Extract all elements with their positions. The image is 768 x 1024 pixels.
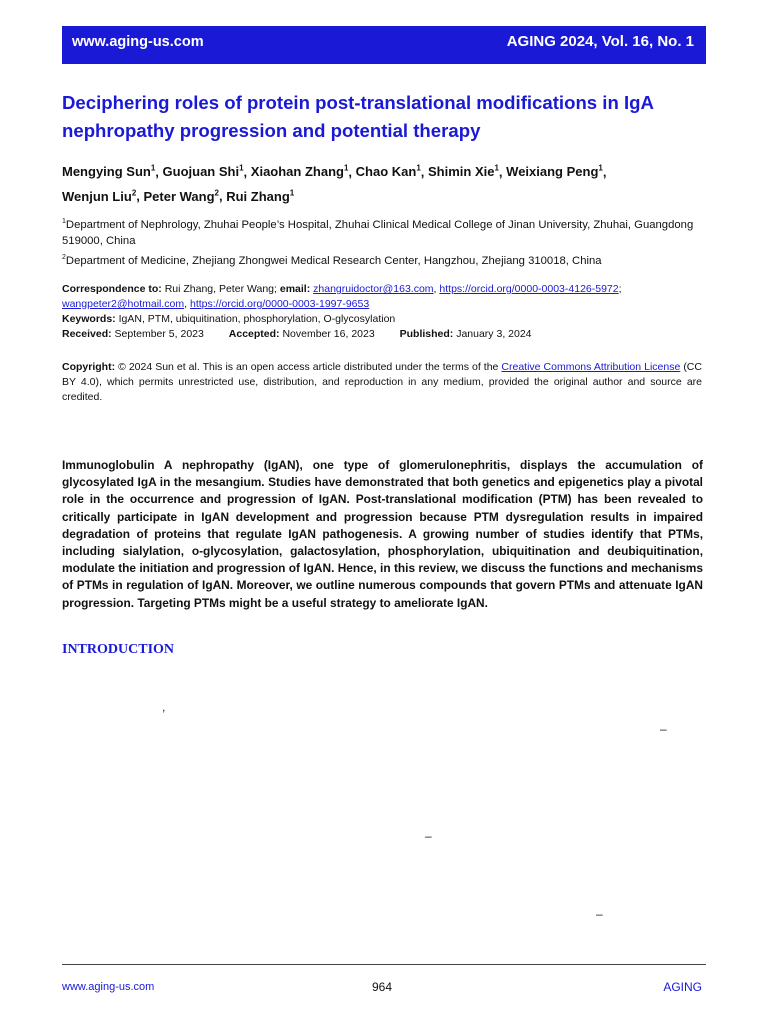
- stray-mark: –: [596, 907, 603, 921]
- stray-mark: –: [660, 722, 667, 736]
- author: Shimin Xie$^1$: [428, 164, 499, 180]
- email-link-1[interactable]: zhangruidoctor@163.com: [313, 283, 434, 295]
- header-website: www.aging-us.com: [72, 34, 204, 50]
- affiliation-1: $^1$Department of Nephrology, Zhuhai People’s Hospital, Zhuhai Clinical Medical College of Jinan University, Zhuhai, Guangdong 519000, China: [62, 218, 694, 248]
- affiliations: [62, 214, 712, 269]
- header-journal-issue: AGING 2024, Vol. 16, No. 1: [506, 33, 694, 50]
- footer-website-link[interactable]: www.aging-us.com: [62, 981, 155, 993]
- orcid-link-2[interactable]: https://orcid.org/0000-0003-1997-9653: [189, 298, 370, 310]
- author: Xiaohan Zhang$^1$: [250, 164, 349, 180]
- article-title: Deciphering roles of protein post-translational modifications in IgA nephropathy progression and potential therapy: [62, 92, 654, 141]
- abstract: Immunoglobulin A nephropathy (IgAN), one type of glomerulonephritis, displays the accumulation of glycosylated IgA in the mesangium. Studies have demonstrated that both genetics and epigenetics play a pivotal role in the occurrence and progression of IgAN. Post-translational modification (PTM) has been revealed to critically participate in IgAN development and progression because PTM dysregulation results in impaired degradation of proteins that regulate IgAN pathogenesis. A growing number of studies identify that PTMs, including sialylation, o-glycosylation, galactosylation, phosphorylation, ubiquitination and deubiquitination, modulate the initiation and progression of IgAN. Hence, in this review, we discuss the functions and mechanisms of PTMs in regulation of IgAN. Moreover, we outline numerous compounds that govern PTMs and attenuate IgAN progression. Targeting PTMs might be a useful strategy to ameliorate IgAN.: [62, 458, 703, 610]
- journal-header-band: [62, 26, 706, 64]
- orcid-link-1[interactable]: https://orcid.org/0000-0003-4126-5972: [439, 283, 619, 295]
- author: Chao Kan$^1$: [355, 164, 421, 180]
- stray-mark: –: [425, 829, 432, 843]
- author: Weixiang Peng$^1$: [506, 164, 603, 180]
- section-heading-introduction: INTRODUCTION: [62, 642, 175, 657]
- publication-dates: Received: September 5, 2023 Accepted: November 16, 2023 Published: January 3, 2024: [62, 328, 532, 340]
- author: Guojuan Shi$^1$: [162, 164, 244, 180]
- email-link-2[interactable]: wangpeter2@hotmail.com: [62, 298, 185, 310]
- footer-divider: [62, 964, 706, 965]
- footer-journal-name: AGING: [663, 980, 702, 994]
- author: Peter Wang$^2$: [143, 188, 219, 204]
- author: Wenjun Liu$^2$: [62, 188, 137, 204]
- copyright-notice: Copyright: © 2024 Sun et al. This is an open access article distributed under the terms of the Creative Commons Attribution License (CC BY 4.0), which permits unrestricted use, distribution, and reproduction in any medium, provided the original author and source are credited.: [62, 361, 702, 403]
- author: Rui Zhang$^1$: [226, 188, 295, 204]
- author: Mengying Sun$^1$: [62, 164, 156, 180]
- correspondence: Correspondence to: Rui Zhang, Peter Wang; email: zhangruidoctor@163.com, https://orcid.org/0000-0003-4126-5972; wangpeter2@hotmail.com, https://orcid.org/0000-0003-1997-9653: [62, 283, 622, 310]
- license-link[interactable]: Creative Commons Attribution License: [501, 361, 681, 373]
- article-metadata: [62, 282, 712, 342]
- stray-mark: ,: [162, 700, 166, 714]
- affiliation-2: $^2$Department of Medicine, Zhejiang Zhongwei Medical Research Center, Hangzhou, Zhejiang 310018, China: [62, 253, 602, 267]
- page-number: 964: [372, 980, 393, 994]
- keywords: Keywords: IgAN, PTM, ubiquitination, phosphorylation, O-glycosylation: [62, 313, 396, 325]
- author-list: Mengying Sun$^1$, Guojuan Shi$^1$, Xiaohan Zhang$^1$, Chao Kan$^1$, Shimin Xie$^1$, Weixiang Peng$^1$, Wenjun Liu$^2$, Peter Wang$^2$, Rui Zhang$^1$: [62, 164, 607, 204]
